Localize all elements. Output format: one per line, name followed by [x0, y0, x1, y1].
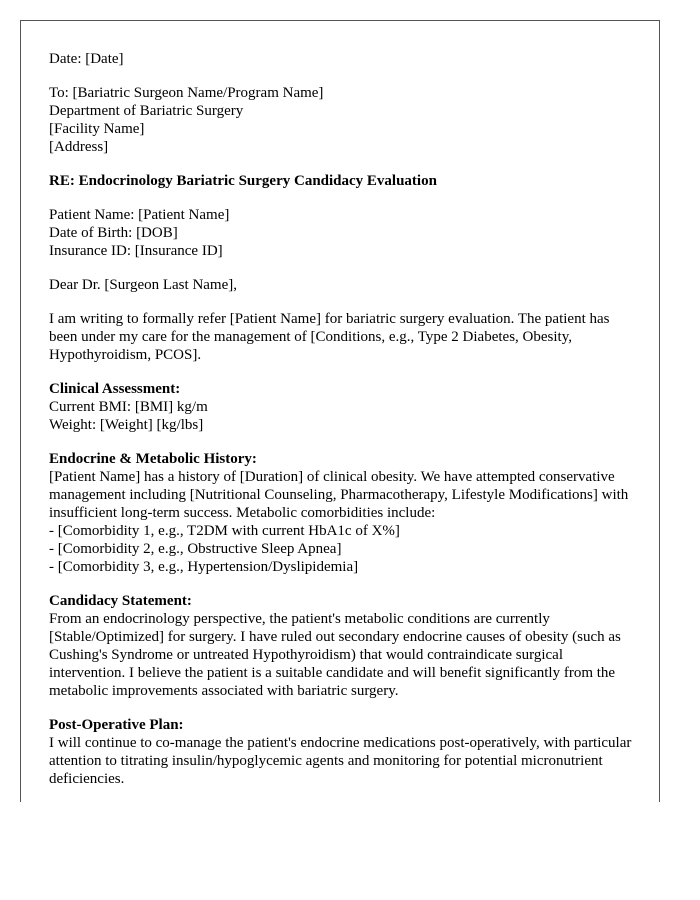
candidacy-section	[49, 592, 659, 700]
salutation-block	[49, 276, 659, 294]
patient-dob: Date of Birth: [DOB]	[49, 225, 178, 241]
history-section	[49, 450, 659, 576]
postop-text: I will continue to co-manage the patient's endocrine medications post-operatively, with particular attention to titrating insulin/hypoglycemic agents and monitoring for potential micronutrient deficiencies.	[49, 735, 632, 787]
clinical-assessment-section	[49, 380, 659, 434]
recipient-address: [Address]	[49, 139, 109, 155]
letter-page	[20, 20, 660, 802]
postop-heading: Post-Operative Plan:	[49, 717, 184, 733]
candidacy-text: From an endocrinology perspective, the patient's metabolic conditions are currently [Stable/Optimized] for surgery. I have ruled out secondary endocrine causes of obesity (such as Cushing's Syndrome or untreated Hypothyroidism) that would contraindicate surgical intervention. I believe the patient is a suitable candidate and will benefit significantly from the metabolic improvements associated with bariatric surgery.	[49, 611, 621, 699]
comorbidity-item: - [Comorbidity 3, e.g., Hypertension/Dyslipidemia]	[49, 559, 359, 575]
candidacy-heading: Candidacy Statement:	[49, 593, 192, 609]
subject-line: RE: Endocrinology Bariatric Surgery Candidacy Evaluation	[49, 173, 437, 189]
subject-block	[49, 172, 659, 190]
intro-paragraph: I am writing to formally refer [Patient Name] for bariatric surgery evaluation. The patient has been under my care for the management of [Conditions, e.g., Type 2 Diabetes, Obesity, Hypothyroidism, PCOS].	[49, 311, 610, 363]
salutation: Dear Dr. [Surgeon Last Name],	[49, 277, 237, 293]
recipient-facility: [Facility Name]	[49, 121, 145, 137]
recipient-block	[49, 84, 659, 156]
weight-line: Weight: [Weight] [kg/lbs]	[49, 417, 204, 433]
recipient-department: Department of Bariatric Surgery	[49, 103, 244, 119]
patient-insurance: Insurance ID: [Insurance ID]	[49, 243, 223, 259]
recipient-to: To: [Bariatric Surgeon Name/Program Name]	[49, 85, 324, 101]
patient-info-block	[49, 206, 659, 260]
date-line: Date: [Date]	[49, 51, 124, 67]
history-heading: Endocrine & Metabolic History:	[49, 451, 257, 467]
clinical-assessment-heading: Clinical Assessment:	[49, 381, 181, 397]
date-block	[49, 50, 659, 68]
comorbidity-item: - [Comorbidity 1, e.g., T2DM with current HbA1c of X%]	[49, 523, 400, 539]
postop-section	[49, 716, 659, 788]
patient-name: Patient Name: [Patient Name]	[49, 207, 230, 223]
comorbidity-item: - [Comorbidity 2, e.g., Obstructive Sleep Apnea]	[49, 541, 342, 557]
history-text: [Patient Name] has a history of [Duration] of clinical obesity. We have attempted conservative management including [Nutritional Counseling, Pharmacotherapy, Lifestyle Modifications] with insufficient long-term success. Metabolic comorbidities include:	[49, 469, 629, 521]
bmi-line: Current BMI: [BMI] kg/m	[49, 399, 208, 415]
